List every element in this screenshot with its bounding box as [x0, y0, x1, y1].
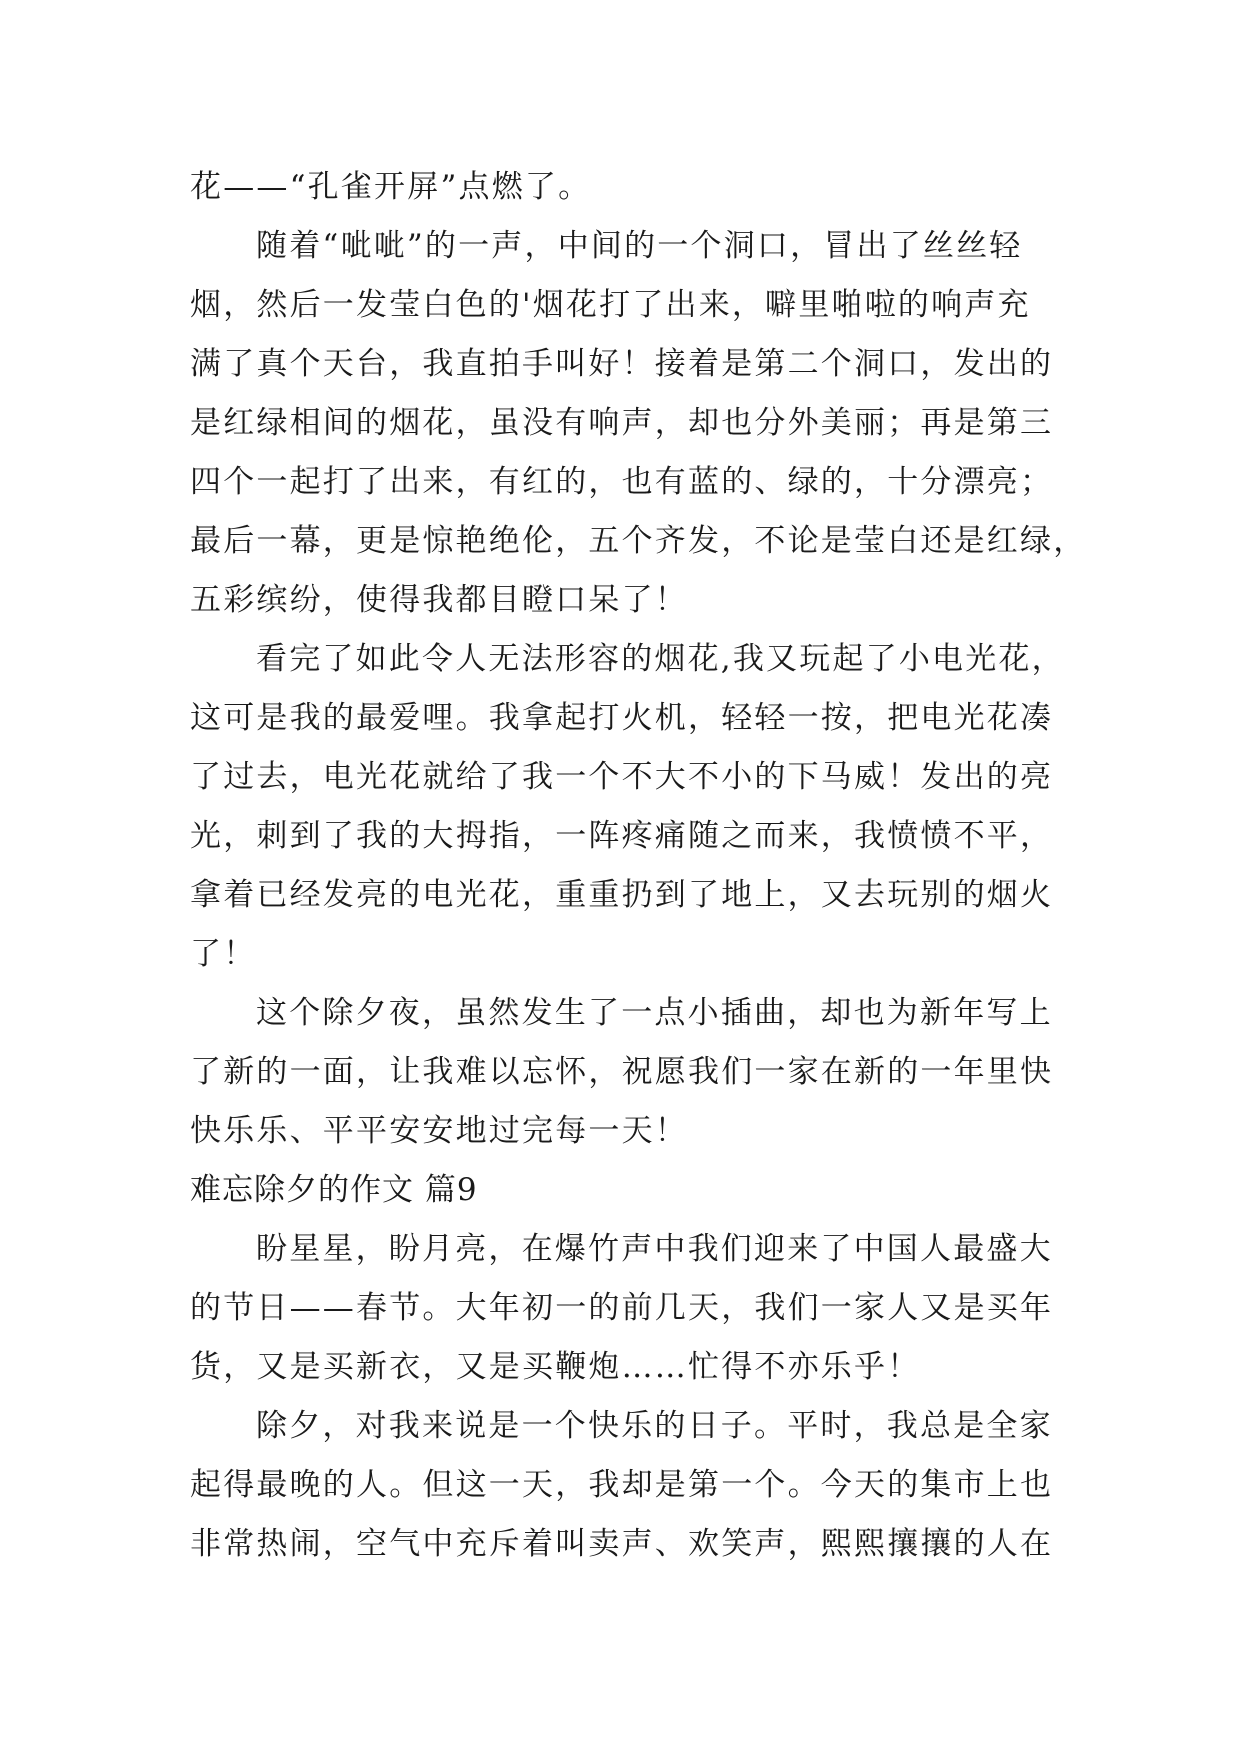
- text-line: 四个一起打了出来，有红的，也有蓝的、绿的，十分漂亮；: [190, 464, 1054, 500]
- text-line: 这可是我的最爱哩。我拿起打火机，轻轻一按，把电光花凑: [190, 700, 1054, 736]
- text-line: 满了真个天台，我直拍手叫好！接着是第二个洞口，发出的: [190, 346, 1054, 382]
- text-line: 货，又是买新衣，又是买鞭炮……忙得不亦乐乎！: [190, 1349, 921, 1385]
- text-line: 是红绿相间的烟花，虽没有响声，却也分外美丽；再是第三: [190, 405, 1054, 441]
- text-line: 的节日——春节。大年初一的前几天，我们一家人又是买年: [190, 1290, 1054, 1326]
- text-line: 了！: [190, 936, 257, 972]
- text-line: 光，刺到了我的大拇指，一阵疼痛随之而来，我愤愤不平，: [190, 818, 1054, 854]
- text-line: 快乐乐、平平安安地过完每一天！: [190, 1113, 688, 1149]
- text-line: 烟，然后一发莹白色的'烟花打了出来，噼里啪啦的响声充: [190, 287, 1031, 323]
- text-line: 五彩缤纷，使得我都目瞪口呆了！: [190, 582, 688, 618]
- paragraph-start-line: 这个除夕夜，虽然发生了一点小插曲，却也为新年写上: [256, 995, 1053, 1031]
- paragraph-start-line: 随着“呲呲”的一声，中间的一个洞口，冒出了丝丝轻: [256, 228, 1023, 264]
- paragraph-start-line: 除夕，对我来说是一个快乐的日子。平时，我总是全家: [256, 1408, 1053, 1444]
- text-line: 起得最晚的人。但这一天，我却是第一个。今天的集市上也: [190, 1467, 1054, 1503]
- text-line: 了过去，电光花就给了我一个不大不小的下马威！发出的亮: [190, 759, 1054, 795]
- paragraph-start-line: 盼星星，盼月亮，在爆竹声中我们迎来了中国人最盛大: [256, 1231, 1053, 1267]
- section-heading: 难忘除夕的作文 篇9: [190, 1172, 478, 1208]
- text-line: 非常热闹，空气中充斥着叫卖声、欢笑声，熙熙攘攘的人在: [190, 1526, 1054, 1562]
- essay-body: [190, 158, 1087, 1574]
- text-line: 最后一幕，更是惊艳绝伦，五个齐发，不论是莹白还是红绿，: [190, 523, 1087, 559]
- text-line: 了新的一面，让我难以忘怀，祝愿我们一家在新的一年里快: [190, 1054, 1054, 1090]
- paragraph-start-line: 看完了如此令人无法形容的烟花,我又玩起了小电光花，: [256, 641, 1065, 677]
- text-line: 花——“孔雀开屏”点燃了。: [190, 169, 592, 205]
- text-line: 拿着已经发亮的电光花，重重扔到了地上，又去玩别的烟火: [190, 877, 1054, 913]
